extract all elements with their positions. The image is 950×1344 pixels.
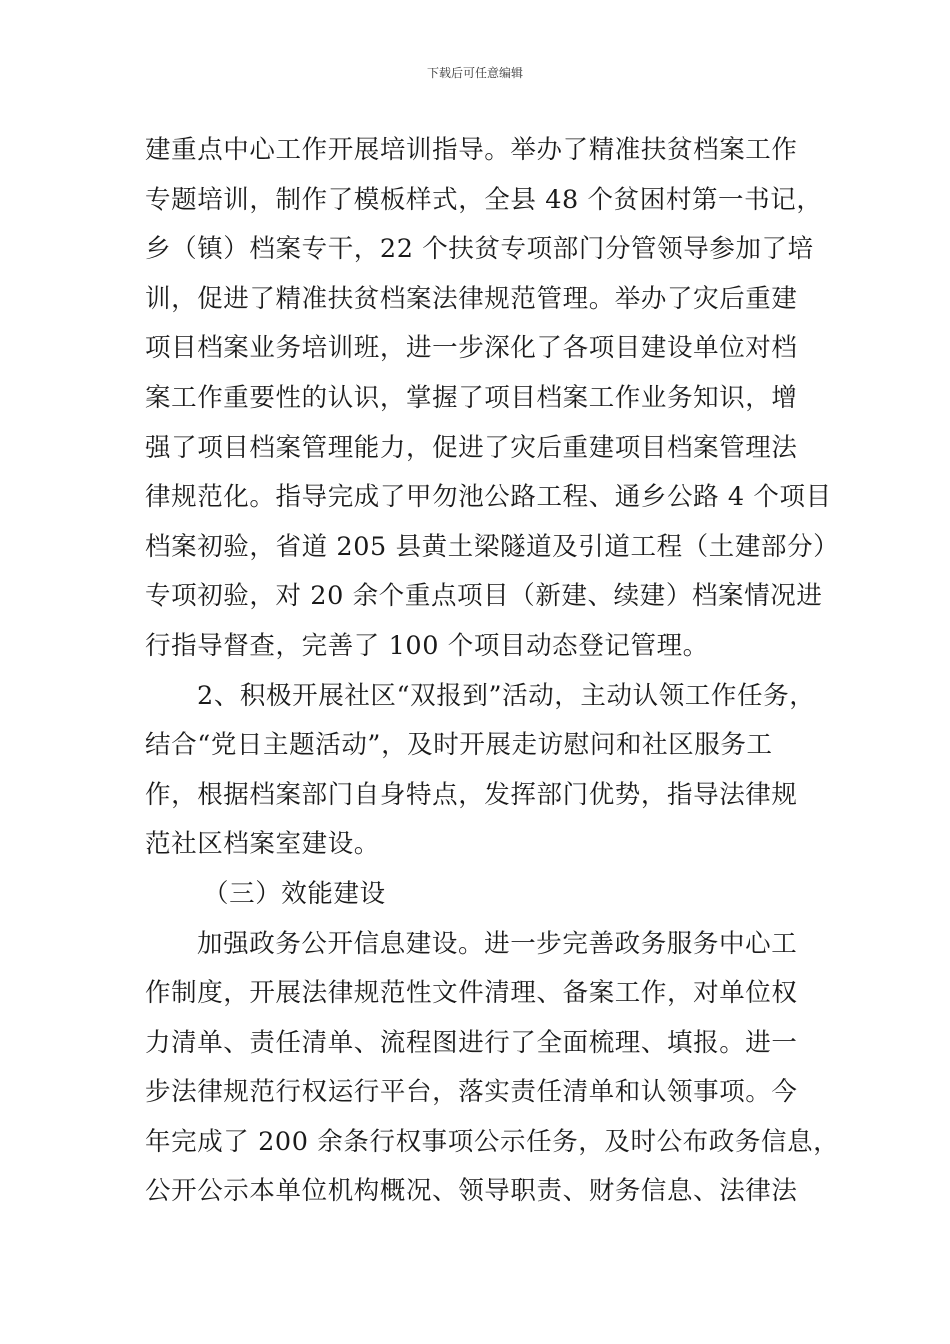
body-line: 年完成了 200 余条行权事项公示任务，及时公布政务信息， [145, 1126, 840, 1157]
body-line: 范社区档案室建设。 [145, 829, 380, 860]
body-line: 建重点中心工作开展培训指导。举办了精准扶贫档案工作 [145, 135, 798, 165]
body-line: 项目档案业务培训班，进一步深化了各项目建设单位对档 [145, 333, 798, 364]
body-line: 专题培训，制作了模板样式，全县 48 个贫困村第一书记， [145, 184, 823, 215]
body-line: 训，促进了精准扶贫档案法律规范管理。举办了灾后重建 [145, 283, 798, 314]
body-line: 作制度，开展法律规范性文件清理、备案工作，对单位权 [145, 978, 798, 1009]
body-line: 作，根据档案部门自身特点，发挥部门优势，指导法律规 [145, 779, 798, 810]
document-body [145, 126, 840, 1217]
body-line: 强了项目档案管理能力，促进了灾后重建项目档案管理法 [145, 432, 798, 463]
body-line: 律规范化。指导完成了甲勿池公路工程、通乡公路 4 个项目 [145, 482, 832, 513]
paragraph-start-line: 加强政务公开信息建设。进一步完善政务服务中心工 [197, 928, 798, 959]
body-line: 结合“党日主题活动”，及时开展走访慰问和社区服务工 [145, 730, 773, 761]
section-heading: （三）效能建设 [203, 878, 386, 909]
body-line: 档案初验，省道 205 县黄土梁隧道及引道工程（土建部分） [145, 531, 840, 562]
body-line: 乡（镇）档案专干，22 个扶贫专项部门分管领导参加了培 [145, 234, 814, 265]
paragraph-start-line: 2、积极开展社区“双报到”活动，主动认领工作任务， [197, 680, 816, 711]
page-header-note: 下载后可任意编辑 [426, 66, 523, 80]
body-line: 公开公示本单位机构概况、领导职责、财务信息、法律法 [145, 1176, 798, 1207]
body-line: 案工作重要性的认识，掌握了项目档案工作业务知识，增 [145, 382, 798, 413]
body-line: 专项初验，对 20 余个重点项目（新建、续建）档案情况进 [145, 581, 823, 612]
body-line: 力清单、责任清单、流程图进行了全面梳理、填报。进一 [145, 1027, 798, 1058]
body-line: 步法律规范行权运行平台，落实责任清单和认领事项。今 [145, 1077, 798, 1108]
body-line: 行指导督查，完善了 100 个项目动态登记管理。 [145, 630, 709, 661]
